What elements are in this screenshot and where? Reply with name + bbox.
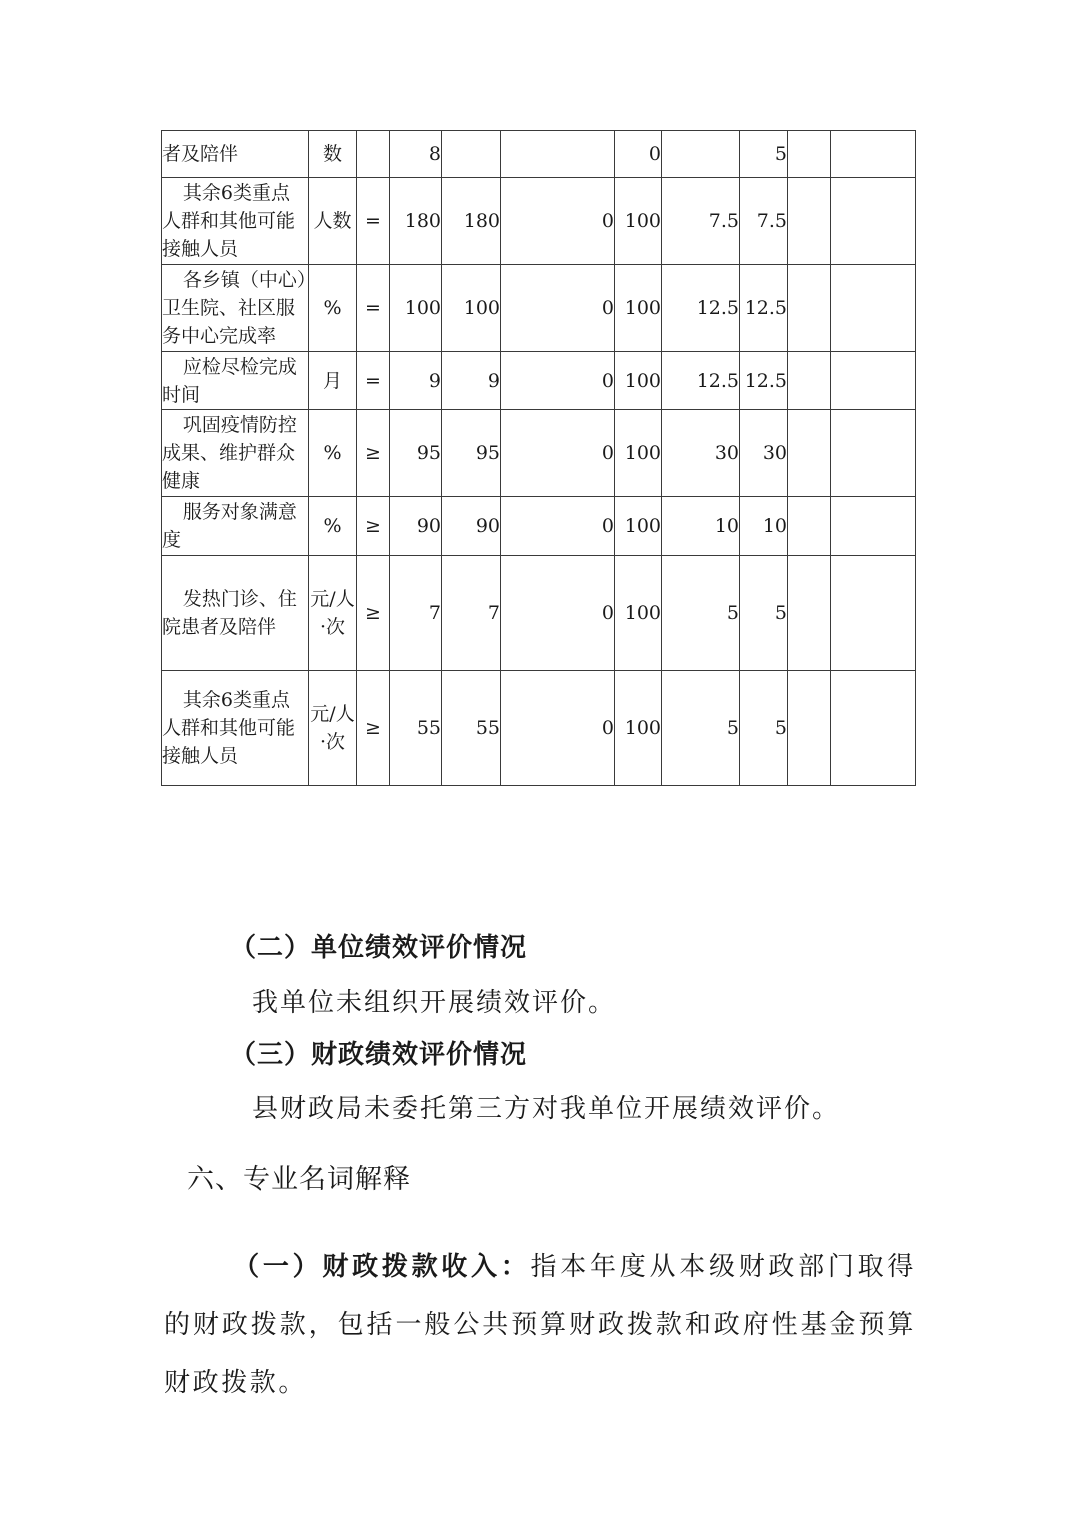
cell-target: 100 [390, 265, 442, 352]
cell-weight: 5 [662, 671, 740, 786]
section-heading-finance-evaluation: （三）财政绩效评价情况 [230, 1040, 528, 1070]
cell-score: 10 [740, 497, 788, 556]
cell-c10 [831, 352, 916, 410]
cell-weight [662, 131, 740, 178]
cell-actual: 9 [442, 352, 501, 410]
cell-score-rate: 100 [615, 265, 662, 352]
cell-c9 [788, 178, 831, 265]
cell-name [162, 265, 309, 352]
cell-score: 5 [740, 556, 788, 671]
cell-op [357, 131, 390, 178]
cell-target: 55 [390, 671, 442, 786]
cell-score-rate: 100 [615, 497, 662, 556]
cell-score-rate: 100 [615, 556, 662, 671]
cell-score-rate: 0 [615, 131, 662, 178]
cell-unit: 人数 [309, 178, 357, 265]
cell-deviation: 0 [501, 671, 615, 786]
cell-c9 [788, 131, 831, 178]
cell-actual: 95 [442, 410, 501, 497]
table-row [162, 497, 916, 556]
cell-c10 [831, 178, 916, 265]
cell-c10 [831, 265, 916, 352]
cell-deviation: 0 [501, 178, 615, 265]
cell-score: 12.5 [740, 265, 788, 352]
cell-name [162, 410, 309, 497]
cell-weight: 12.5 [662, 265, 740, 352]
table-row [162, 265, 916, 352]
cell-name-text: 应检尽检完成时间 [162, 355, 297, 406]
cell-deviation: 0 [501, 497, 615, 556]
table-row [162, 671, 916, 786]
section-text-finance-evaluation: 县财政局未委托第三方对我单位开展绩效评价。 [252, 1094, 841, 1124]
cell-actual: 90 [442, 497, 501, 556]
cell-op: ≥ [357, 671, 390, 786]
cell-target: 90 [390, 497, 442, 556]
cell-unit: 数 [309, 131, 357, 178]
cell-c10 [831, 671, 916, 786]
cell-score: 5 [740, 671, 788, 786]
cell-op: = [357, 352, 390, 410]
table-row [162, 178, 916, 265]
term-definition-paragraph [164, 1238, 916, 1412]
cell-name [162, 131, 309, 178]
term-label: （一）财政拨款收入： [232, 1252, 531, 1282]
cell-unit: 元/人·次 [309, 556, 357, 671]
cell-c10 [831, 556, 916, 671]
cell-name [162, 497, 309, 556]
cell-target: 95 [390, 410, 442, 497]
table-row [162, 410, 916, 497]
cell-score: 5 [740, 131, 788, 178]
cell-c9 [788, 497, 831, 556]
cell-weight: 10 [662, 497, 740, 556]
term-text: 指本年度从本级财政部门取得的财政拨款，包括一般公共预算财政拨款和政府性基金预算财政拨款。 [164, 1252, 916, 1398]
cell-deviation [501, 131, 615, 178]
cell-score-rate: 100 [615, 352, 662, 410]
cell-name-text: 其余6类重点人群和其他可能接触人员 [162, 689, 296, 767]
cell-name-text: 其余6类重点人群和其他可能接触人员 [162, 182, 296, 260]
cell-name-text: 发热门诊、住院患者及陪伴 [162, 588, 297, 638]
cell-op: ≥ [357, 556, 390, 671]
cell-target: 180 [390, 178, 442, 265]
cell-name [162, 178, 309, 265]
cell-unit: 月 [309, 352, 357, 410]
cell-deviation: 0 [501, 556, 615, 671]
cell-unit: % [309, 410, 357, 497]
table-row [162, 556, 916, 671]
cell-deviation: 0 [501, 410, 615, 497]
cell-score: 7.5 [740, 178, 788, 265]
cell-c9 [788, 265, 831, 352]
cell-op: ≥ [357, 497, 390, 556]
table-row [162, 352, 916, 410]
cell-unit: % [309, 265, 357, 352]
cell-deviation: 0 [501, 352, 615, 410]
cell-op: ≥ [357, 410, 390, 497]
cell-score: 12.5 [740, 352, 788, 410]
cell-weight: 30 [662, 410, 740, 497]
section-text-unit-evaluation: 我单位未组织开展绩效评价。 [252, 988, 617, 1018]
cell-target: 9 [390, 352, 442, 410]
cell-score: 30 [740, 410, 788, 497]
cell-score-rate: 100 [615, 410, 662, 497]
cell-name-text: 各乡镇（中心）卫生院、社区服务中心完成率 [162, 269, 307, 347]
cell-name-text: 者及陪伴 [162, 143, 239, 165]
cell-name-text: 服务对象满意度 [162, 501, 297, 551]
table-row [162, 131, 916, 178]
cell-name [162, 556, 309, 671]
cell-weight: 5 [662, 556, 740, 671]
cell-actual: 100 [442, 265, 501, 352]
cell-actual: 55 [442, 671, 501, 786]
table-body [162, 131, 916, 786]
cell-score-rate: 100 [615, 671, 662, 786]
cell-actual: 180 [442, 178, 501, 265]
cell-actual [442, 131, 501, 178]
cell-unit: 元/人·次 [309, 671, 357, 786]
cell-weight: 7.5 [662, 178, 740, 265]
cell-unit: % [309, 497, 357, 556]
cell-c9 [788, 410, 831, 497]
cell-c9 [788, 671, 831, 786]
performance-table [161, 130, 916, 786]
cell-score-rate: 100 [615, 178, 662, 265]
cell-target: 8 [390, 131, 442, 178]
cell-c10 [831, 131, 916, 178]
cell-deviation: 0 [501, 265, 615, 352]
cell-c9 [788, 352, 831, 410]
cell-weight: 12.5 [662, 352, 740, 410]
cell-c9 [788, 556, 831, 671]
cell-name-text: 巩固疫情防控成果、维护群众健康 [162, 414, 297, 492]
cell-c10 [831, 497, 916, 556]
cell-op: = [357, 265, 390, 352]
cell-name [162, 671, 309, 786]
cell-target: 7 [390, 556, 442, 671]
section-heading-unit-evaluation: （二）单位绩效评价情况 [230, 933, 528, 963]
cell-name [162, 352, 309, 410]
cell-c10 [831, 410, 916, 497]
chapter-heading-terms: 六、专业名词解释 [187, 1164, 411, 1195]
cell-op: = [357, 178, 390, 265]
cell-actual: 7 [442, 556, 501, 671]
